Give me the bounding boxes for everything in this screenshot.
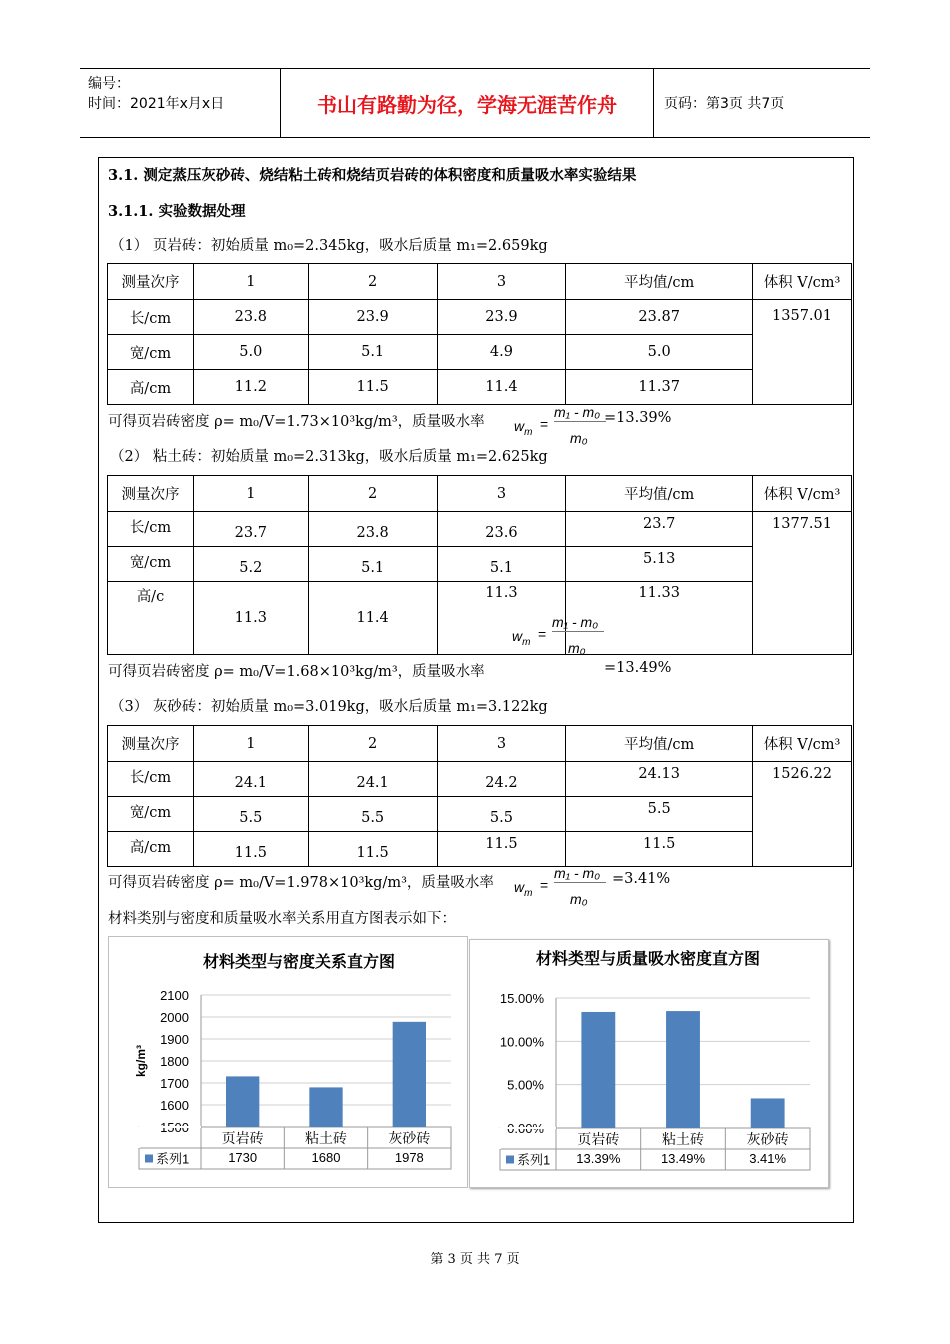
table-cell: 24.2 — [437, 762, 566, 797]
row-label: 宽/cm — [108, 335, 194, 370]
header-motto: 书山有路勤为径，学海无涯苦作舟 — [281, 69, 654, 137]
header-cell: 体积 V/cm³ — [753, 476, 852, 512]
bar — [751, 1098, 785, 1128]
row-label: 长/cm — [108, 300, 194, 335]
formula-eq: = — [538, 626, 547, 642]
header-cell: 2 — [308, 726, 437, 762]
density-chart — [108, 936, 468, 1188]
table-cell: 5.5 — [193, 797, 308, 832]
header-cell: 平均值/cm — [566, 264, 753, 300]
table-cell: 23.9 — [437, 300, 566, 335]
bar — [309, 1087, 342, 1127]
table-cell: 11.2 — [193, 370, 308, 405]
legend-swatch — [506, 1156, 514, 1164]
table-cell: 24.13 — [566, 762, 753, 797]
table-cell: 5.0 — [193, 335, 308, 370]
formula-numerator: m₁ - m₀ — [554, 404, 606, 422]
row-label: 高/cm — [108, 370, 194, 405]
sample-1-result-value: =13.39% — [604, 410, 672, 426]
legend-label: 系列1 — [156, 1151, 190, 1167]
table-cell: 5.1 — [308, 335, 437, 370]
row-label: 宽/cm — [108, 547, 194, 582]
header-cell: 1 — [193, 264, 308, 300]
table-cell: 23.87 — [566, 300, 753, 335]
table-cell: 5.5 — [566, 797, 753, 832]
sample-3-intro: （3） 灰砂砖：初始质量 m₀=3.019kg，吸水后质量 m₁=3.122kg — [110, 699, 548, 715]
value-label: 3.41% — [749, 1151, 787, 1166]
volume-cell: 1357.01 — [753, 300, 852, 405]
chart-title: 材料类型与质量吸水密度直方图 — [535, 951, 761, 968]
category-label: 灰砂砖 — [746, 1131, 789, 1147]
sample-3-result: 可得页岩砖密度 ρ= m₀/V=1.978×10³kg/m³，质量吸水率 — [108, 875, 494, 891]
formula-numerator: m₁ - m₀ — [554, 865, 606, 883]
header-cell: 3 — [437, 264, 566, 300]
table-cell: 24.1 — [193, 762, 308, 797]
y-tick-label: 1700 — [160, 1076, 189, 1091]
legend-swatch — [145, 1155, 153, 1163]
volume-cell: 1377.51 — [753, 512, 852, 655]
density-chart-svg — [109, 937, 467, 1187]
sample-1-result: 可得页岩砖密度 ρ= m₀/V=1.73×10³kg/m³，质量吸水率 — [108, 414, 485, 430]
sample-2-result-value: =13.49% — [604, 660, 672, 676]
category-label: 灰砂砖 — [388, 1130, 431, 1146]
table-cell: 5.5 — [437, 797, 566, 832]
table-cell: 11.4 — [437, 370, 566, 405]
value-label: 1730 — [228, 1150, 258, 1165]
table-cell: 5.0 — [566, 335, 753, 370]
absorption-chart — [469, 939, 829, 1188]
legend-label: 系列1 — [517, 1152, 551, 1168]
formula-lhs: w — [514, 879, 525, 895]
header-cell: 平均值/cm — [566, 726, 753, 762]
y-tick-label: 0.00% — [507, 1121, 544, 1136]
y-tick-label: 1500 — [160, 1120, 189, 1135]
value-label: 1680 — [311, 1150, 341, 1165]
header-cell: 平均值/cm — [566, 476, 753, 512]
row-label: 高/c — [108, 582, 194, 655]
water-absorption-formula — [512, 865, 612, 913]
header-cell: 3 — [437, 476, 566, 512]
header-cell: 测量次序 — [108, 726, 194, 762]
formula-lhs: w — [514, 418, 525, 434]
table-cell: 11.5 — [193, 832, 308, 867]
table-cell: 11.37 — [566, 370, 753, 405]
row-label: 长/cm — [108, 762, 194, 797]
chart-title: 材料类型与密度关系直方图 — [202, 954, 396, 971]
table-cell: 11.4 — [308, 582, 437, 655]
table-cell: 23.6 — [437, 512, 566, 547]
table-cell: 11.5 — [308, 370, 437, 405]
row-label: 宽/cm — [108, 797, 194, 832]
y-tick-label: 15.00% — [499, 991, 544, 1006]
header-cell: 2 — [308, 476, 437, 512]
table-cell: 23.8 — [308, 512, 437, 547]
bar — [226, 1076, 259, 1127]
category-label: 粘土砖 — [662, 1131, 704, 1147]
table-cell: 5.1 — [308, 547, 437, 582]
header-cell: 1 — [193, 726, 308, 762]
formula-lhs: w — [512, 628, 523, 644]
y-tick-label: 5.00% — [507, 1077, 544, 1093]
header-cell: 体积 V/cm³ — [753, 726, 852, 762]
y-tick-label: 1600 — [160, 1098, 189, 1113]
table-cell: 24.1 — [308, 762, 437, 797]
bar — [393, 1022, 426, 1127]
table-cell: 11.5 — [437, 832, 566, 867]
category-label: 页岩砖 — [221, 1130, 264, 1146]
sample-3-table — [107, 725, 852, 867]
formula-lhs-sub: m — [524, 887, 533, 899]
y-tick-label: 2000 — [160, 1010, 189, 1025]
y-tick-label: 2100 — [160, 988, 189, 1003]
chart-intro: 材料类别与密度和质量吸水率关系用直方图表示如下： — [108, 911, 456, 927]
table-cell: 23.7 — [566, 512, 753, 547]
volume-cell: 1526.22 — [753, 762, 852, 867]
page-footer: 第 3 页 共 7 页 — [430, 1252, 520, 1267]
sample-2-intro: （2） 粘土砖：初始质量 m₀=2.313kg，吸水后质量 m₁=2.625kg — [110, 449, 548, 465]
formula-denominator: m₀ — [570, 891, 588, 907]
absorption-chart-svg — [470, 940, 828, 1187]
y-tick-label: 1900 — [160, 1032, 189, 1047]
formula-denominator: m₀ — [570, 430, 588, 446]
sample-2-result: 可得页岩砖密度 ρ= m₀/V=1.68×10³kg/m³，质量吸水率 — [108, 664, 485, 680]
value-label: 1978 — [394, 1150, 424, 1165]
header-cell: 1 — [193, 476, 308, 512]
y-tick-label: 1800 — [160, 1054, 189, 1069]
table-cell: 23.8 — [193, 300, 308, 335]
value-label: 13.39% — [576, 1151, 621, 1166]
formula-lhs-sub: m — [522, 636, 531, 648]
table-cell: 5.1 — [437, 547, 566, 582]
bar — [581, 1012, 615, 1128]
date-label: 时间：2021年x月x日 — [88, 96, 225, 112]
table-cell: 23.9 — [308, 300, 437, 335]
header-cell: 3 — [437, 726, 566, 762]
table-cell: 5.2 — [193, 547, 308, 582]
formula-numerator: m₁ - m₀ — [552, 614, 604, 632]
header-cell: 体积 V/cm³ — [753, 264, 852, 300]
table-cell: 5.13 — [566, 547, 753, 582]
value-label: 13.49% — [660, 1151, 706, 1166]
category-label: 粘土砖 — [305, 1130, 347, 1146]
table-cell: 4.9 — [437, 335, 566, 370]
header-meta — [80, 69, 281, 137]
code-label: 编号： — [88, 76, 130, 92]
table-cell: 11.3 — [193, 582, 308, 655]
row-label: 长/cm — [108, 512, 194, 547]
header-cell: 2 — [308, 264, 437, 300]
bar — [666, 1011, 700, 1128]
table-cell: 11.5 — [566, 832, 753, 867]
sample-3-result-value: =3.41% — [612, 871, 671, 887]
row-label: 高/cm — [108, 832, 194, 867]
sample-1-intro: （1） 页岩砖：初始质量 m₀=2.345kg，吸水后质量 m₁=2.659kg — [110, 238, 548, 254]
subsection-title: 3.1.1. 实验数据处理 — [108, 203, 246, 220]
table-cell: 23.7 — [193, 512, 308, 547]
header-cell: 测量次序 — [108, 476, 194, 512]
page-header — [80, 68, 870, 138]
sample-2-table — [107, 475, 852, 655]
table-cell: 11.5 — [308, 832, 437, 867]
formula-eq: = — [540, 877, 549, 893]
table-cell: 5.5 — [308, 797, 437, 832]
section-title: 3.1. 测定蒸压灰砂砖、烧结粘土砖和烧结页岩砖的体积密度和质量吸水率实验结果 — [108, 167, 637, 184]
formula-eq: = — [540, 416, 549, 432]
sample-1-table — [107, 263, 852, 405]
formula-denominator: m₀ — [568, 640, 586, 656]
category-label: 页岩砖 — [577, 1131, 620, 1147]
table-cell: 11.3 — [437, 582, 566, 655]
header-cell: 测量次序 — [108, 264, 194, 300]
y-axis-label: kg/m³ — [134, 1044, 148, 1078]
table-cell: 11.33 — [566, 582, 753, 655]
header-page-label: 页码：第3页 共7页 — [664, 96, 785, 112]
water-absorption-formula — [510, 614, 610, 662]
formula-lhs-sub: m — [524, 426, 533, 438]
y-tick-label: 10.00% — [499, 1034, 544, 1050]
